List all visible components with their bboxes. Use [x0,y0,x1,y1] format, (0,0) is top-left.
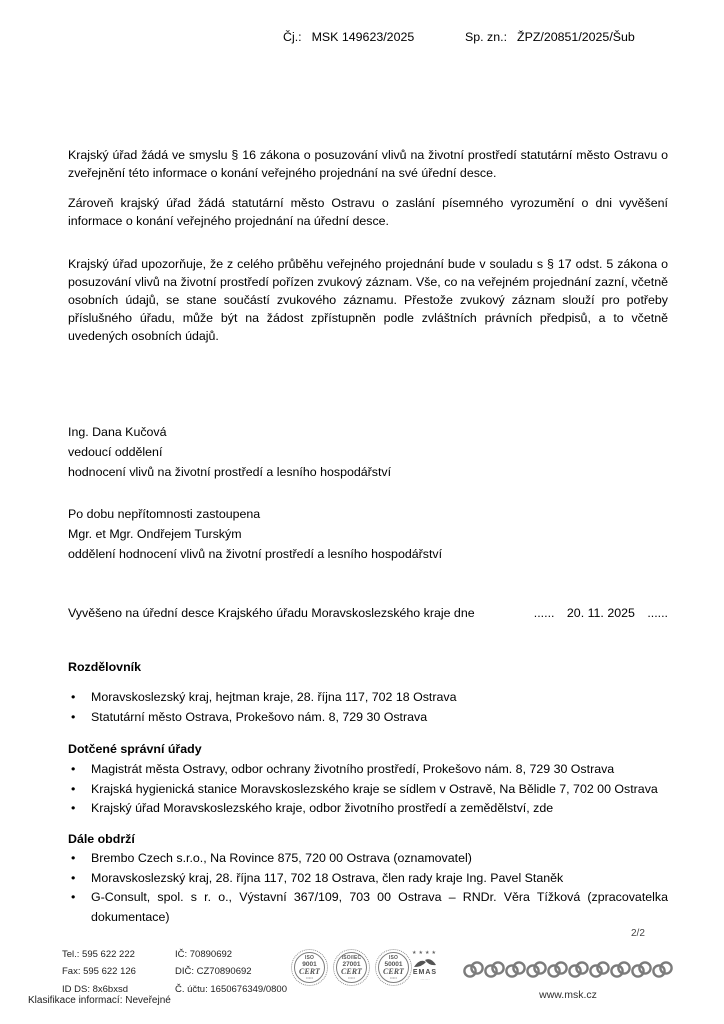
posted-on-date-field [534,604,668,622]
emas-smallprint: ······· [420,977,430,982]
signatory-name: Ing. Dana Kučová [68,425,167,439]
list-item [68,799,668,819]
list-item [68,688,668,708]
emas-logo-icon [405,950,445,982]
badge-number: 27001 [342,960,361,968]
document-header [0,28,724,48]
also-receives-list [68,849,668,927]
paragraph-notification-request: Zároveň krajský úřad žádá statutární město Ostravu o zaslání písemného vyrozumění o dni vyvěšení informace o konání veřejného projednání na úřední desce. [68,196,668,228]
classification-label: Klasifikace informací: Neveřejné [28,995,171,1006]
footer-idds: ID DS: 8x6bxsd [62,983,128,995]
footer-ic: IČ: 70890692 [175,949,233,960]
bullet-icon: • [71,781,76,796]
emas-label: EMAS [412,969,438,976]
posted-on-line [68,604,668,622]
signatory-role: vedoucí oddělení [68,445,163,459]
badge-smallprint: ••••• [347,974,355,980]
page-number: 2/2 [631,928,645,939]
file-number [283,28,414,46]
distribution-list-title: Rozdělovník [68,660,141,674]
footer-tel: Tel.: 595 622 222 [62,949,135,960]
list-item-text: Statutární město Ostrava, Prokešovo nám. 8, 729 30 Ostrava [91,709,428,724]
list-item [68,888,668,927]
list-item [68,780,668,800]
reference-number [465,28,635,46]
badge-smallprint: ••••• [389,974,397,980]
list-item-text: Brembo Czech s.r.o., Na Rovince 875, 720 00 Ostrava (oznamovatel) [91,851,472,865]
signatory-department: hodnocení vlivů na životní prostředí a lesního hospodářství [68,465,392,479]
list-item [68,869,668,889]
list-item-text: G-Consult, spol. s r. o., Výstavní 367/109, 703 00 Ostrava – RNDr. Věra Tížková (zpracovatelka dokumentace) [91,890,668,924]
emas-stars: ★★★★ [412,950,438,956]
emas-leaf-icon [412,956,438,969]
bullet-icon: • [71,870,76,885]
list-item [68,760,668,780]
bullet-icon: • [71,890,76,904]
file-number-label: Čj.: [283,30,302,44]
file-number-value: MSK 149623/2025 [311,30,415,44]
list-item-text: Magistrát města Ostravy, odbor ochrany životního prostředí, Prokešovo nám. 8, 729 30 Ostrava [91,762,615,776]
reference-number-label: Sp. zn.: [465,30,508,44]
bullet-icon: • [71,801,76,815]
substitute-block [68,504,668,564]
website-url: www.msk.cz [539,989,597,1001]
list-item-text: Krajský úřad Moravskoslezského kraje, odbor životního prostředí a zemědělství, zde [91,801,554,815]
posted-dots-right: ...... [647,606,668,620]
footer-account: Č. účtu: 1650676349/0800 [175,983,287,995]
distribution-list [68,688,668,727]
also-receives-title: Dále obdrží [68,832,135,846]
badge-standard: ISO/IEC [341,954,362,961]
signature-block [68,422,668,482]
paragraph-audio-record-notice: Krajský úřad upozorňuje, že z celého průběhu veřejného projednání bude v souladu s § 17 odst. 5 zákona o posuzování vlivů na životní prostředí pořízen zvukový záznam. Vše, co na veřejném projednání zazní, včetně osobních údajů, se stane součástí zvukového záznamu. Přestože zvukový záznam slouží pro potřeby příslušného úřadu, může být na žádost zpřístupněn podle zvláštních právních předpisů, a to včetně uvedených osobních údajů. [68,257,668,343]
posted-dots-left: ...... [533,606,555,620]
badge-cert-label: CERT [299,966,320,976]
bullet-icon: • [71,709,76,724]
footer-fax: Fax: 595 622 126 [62,966,136,978]
bullet-icon: • [71,762,76,776]
reference-number-value: ŽPZ/20851/2025/Šub [517,30,635,44]
msk-chain-logo-icon [463,958,673,982]
list-item [68,708,668,728]
badge-smallprint: ••••• [305,974,313,980]
badge-number: 9001 [302,960,317,968]
footer-contact-block [62,946,287,998]
badge-cert-label: CERT [383,966,404,976]
list-item-text: Moravskoslezský kraj, 28. října 117, 702 18 Ostrava, člen rady kraje Ing. Pavel Staněk [91,870,564,885]
badge-cert-label: CERT [341,966,362,976]
affected-authorities-title: Dotčené správní úřady [68,742,202,756]
substitute-note: Po dobu nepřítomnosti zastoupena [68,507,261,521]
substitute-department: oddělení hodnocení vlivů na životní prostředí a lesního hospodářství [68,547,443,561]
iso-9001-badge-icon [291,949,328,986]
certification-badges [291,949,412,986]
footer-dic: DIČ: CZ70890692 [175,966,252,978]
badge-number: 50001 [384,960,403,968]
badge-standard: ISO [304,954,315,961]
list-item-text: Krajská hygienická stanice Moravskoslezského kraje se sídlem v Ostravě, Na Bělidle 7, 702 00 Ostrava [91,781,658,796]
substitute-name: Mgr. et Mgr. Ondřejem Turským [68,527,242,541]
list-item-text: Moravskoslezský kraj, hejtman kraje, 28. října 117, 702 18 Ostrava [91,690,457,704]
bullet-icon: • [71,851,76,865]
paragraph-publication-request: Krajský úřad žádá ve smyslu § 16 zákona o posuzování vlivů na životní prostředí statutární město Ostravu o zveřejnění této informace o konání veřejného projednání na své úřední desce. [68,148,668,180]
list-item [68,849,668,869]
posted-on-text: Vyvěšeno na úřední desce Krajského úřadu Moravskoslezského kraje dne [68,606,475,620]
posted-date: 20. 11. 2025 [566,606,635,620]
affected-authorities-list [68,760,668,819]
badge-standard: ISO [388,954,399,961]
bullet-icon: • [71,690,76,704]
iso-27001-badge-icon [333,949,370,986]
